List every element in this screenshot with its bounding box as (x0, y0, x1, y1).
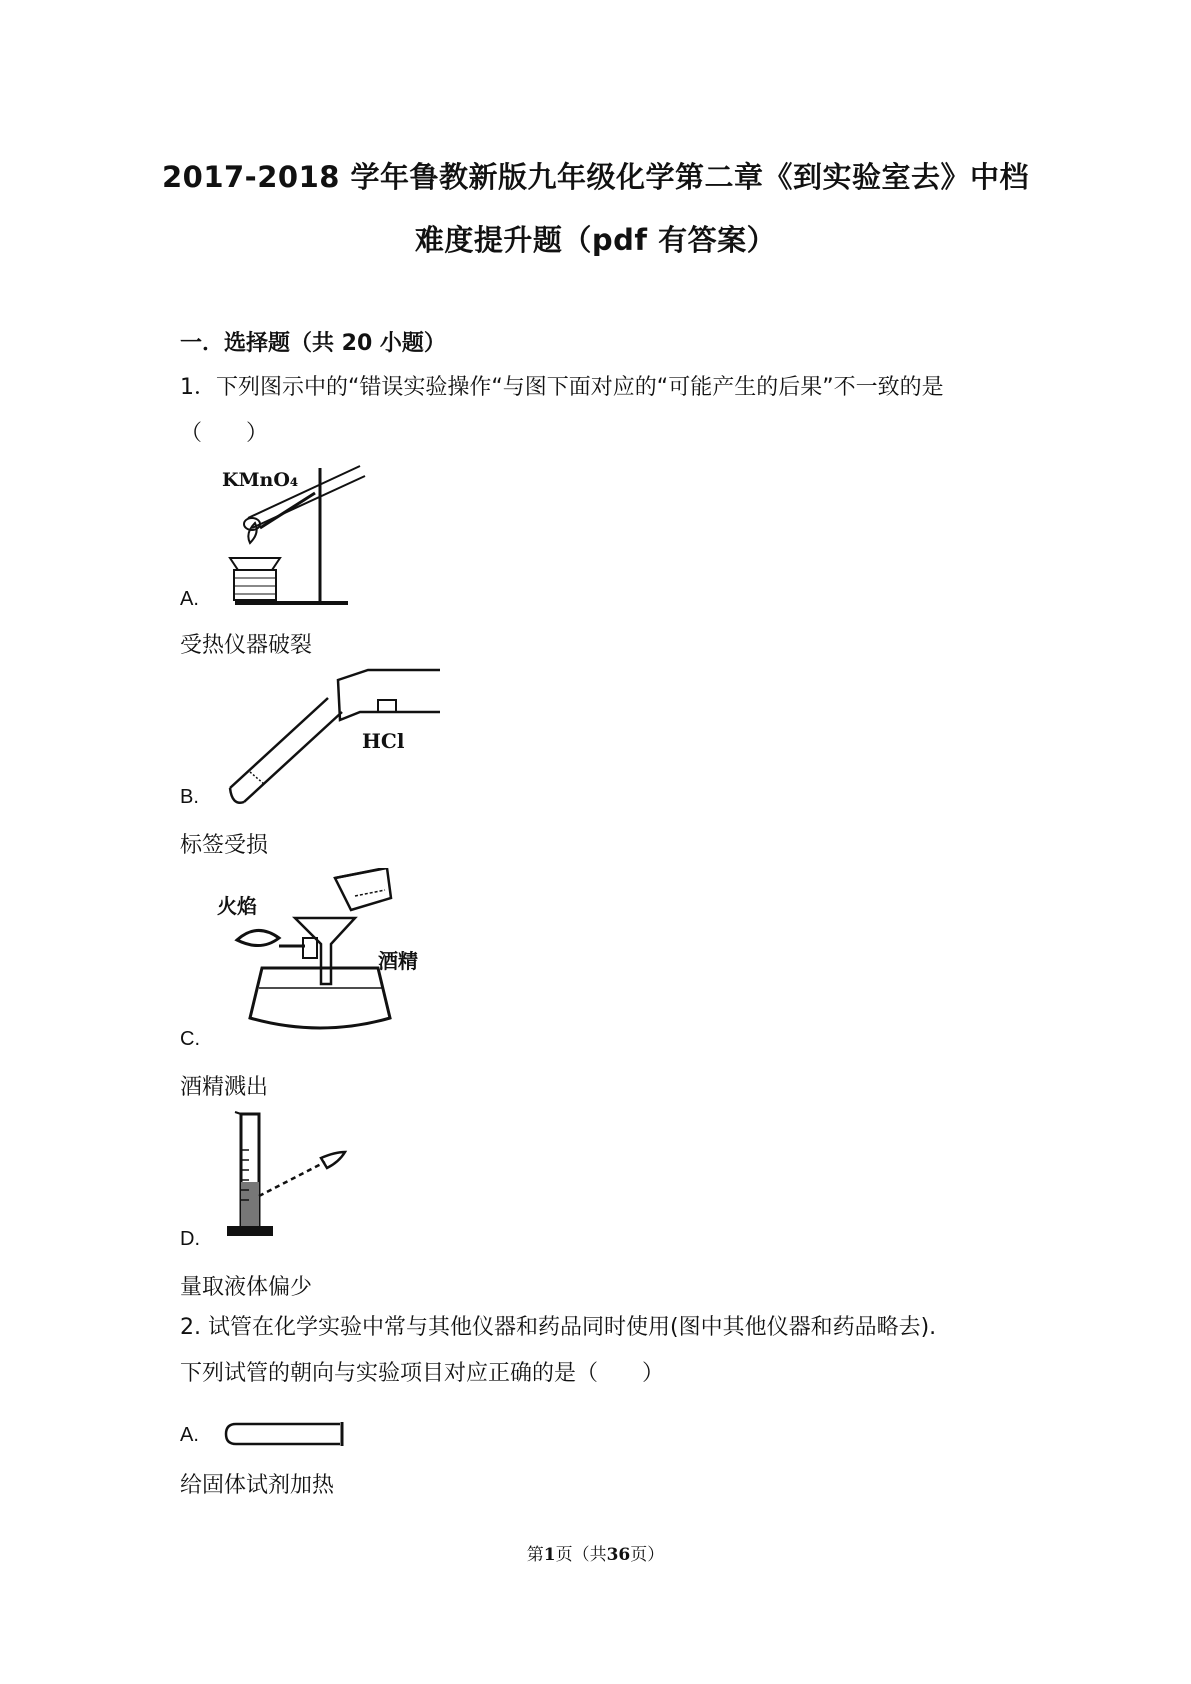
option-1b-caption: 标签受损 (180, 833, 269, 858)
option-1a-caption: 受热仪器破裂 (180, 633, 313, 658)
figure-adding-alcohol (215, 868, 435, 1038)
option-1d-label: D. (180, 1228, 200, 1250)
footer-prefix: 第 (526, 1545, 544, 1565)
option-1c-label: C. (180, 1028, 200, 1050)
figure-kmno4-label: KMnO₄ (222, 469, 299, 491)
option-1d-caption: 量取液体偏少 (180, 1275, 313, 1300)
question-2-text-line-2: 下列试管的朝向与实验项目对应正确的是（ ） (180, 1361, 665, 1386)
document-title-line-2: 难度提升题（pdf 有答案） (414, 223, 777, 257)
footer-page-number: 1 (543, 1545, 556, 1565)
option-2a-caption: 给固体试剂加热 (180, 1473, 335, 1498)
footer-total-pages: 36 (606, 1545, 631, 1565)
page-footer (0, 1540, 1191, 1565)
figure-measuring-cylinder (225, 1110, 355, 1240)
option-2a-label: A. (180, 1424, 199, 1446)
figure-alcohol-label: 酒精 (378, 949, 418, 973)
question-1-bracket: （ ） (180, 421, 269, 446)
question-1-text: 1．下列图示中的“错误实验操作“与图下面对应的“可能产生的后果”不一致的是 (180, 375, 944, 400)
figure-hcl-label: HCl (362, 729, 405, 753)
question-2-text-line-1: 2. 试管在化学实验中常与其他仪器和药品同时使用(图中其他仪器和药品略去). (180, 1315, 937, 1340)
figure-pouring-hcl (220, 668, 440, 808)
figure-heating-kmno4 (220, 458, 370, 608)
section-heading: 一．选择题（共 20 小题） (180, 331, 446, 356)
option-1c-caption: 酒精溅出 (180, 1075, 269, 1100)
figure-horizontal-test-tube (222, 1418, 352, 1452)
option-1b-label: B. (180, 786, 199, 808)
footer-suffix: 页） (630, 1545, 665, 1565)
figure-flame-label: 火焰 (217, 894, 257, 918)
footer-mid: 页（共 (555, 1545, 607, 1565)
option-1a-label: A. (180, 588, 199, 610)
document-title-line-1: 2017-2018 学年鲁教新版九年级化学第二章《到实验室去》中档 (161, 160, 1030, 194)
